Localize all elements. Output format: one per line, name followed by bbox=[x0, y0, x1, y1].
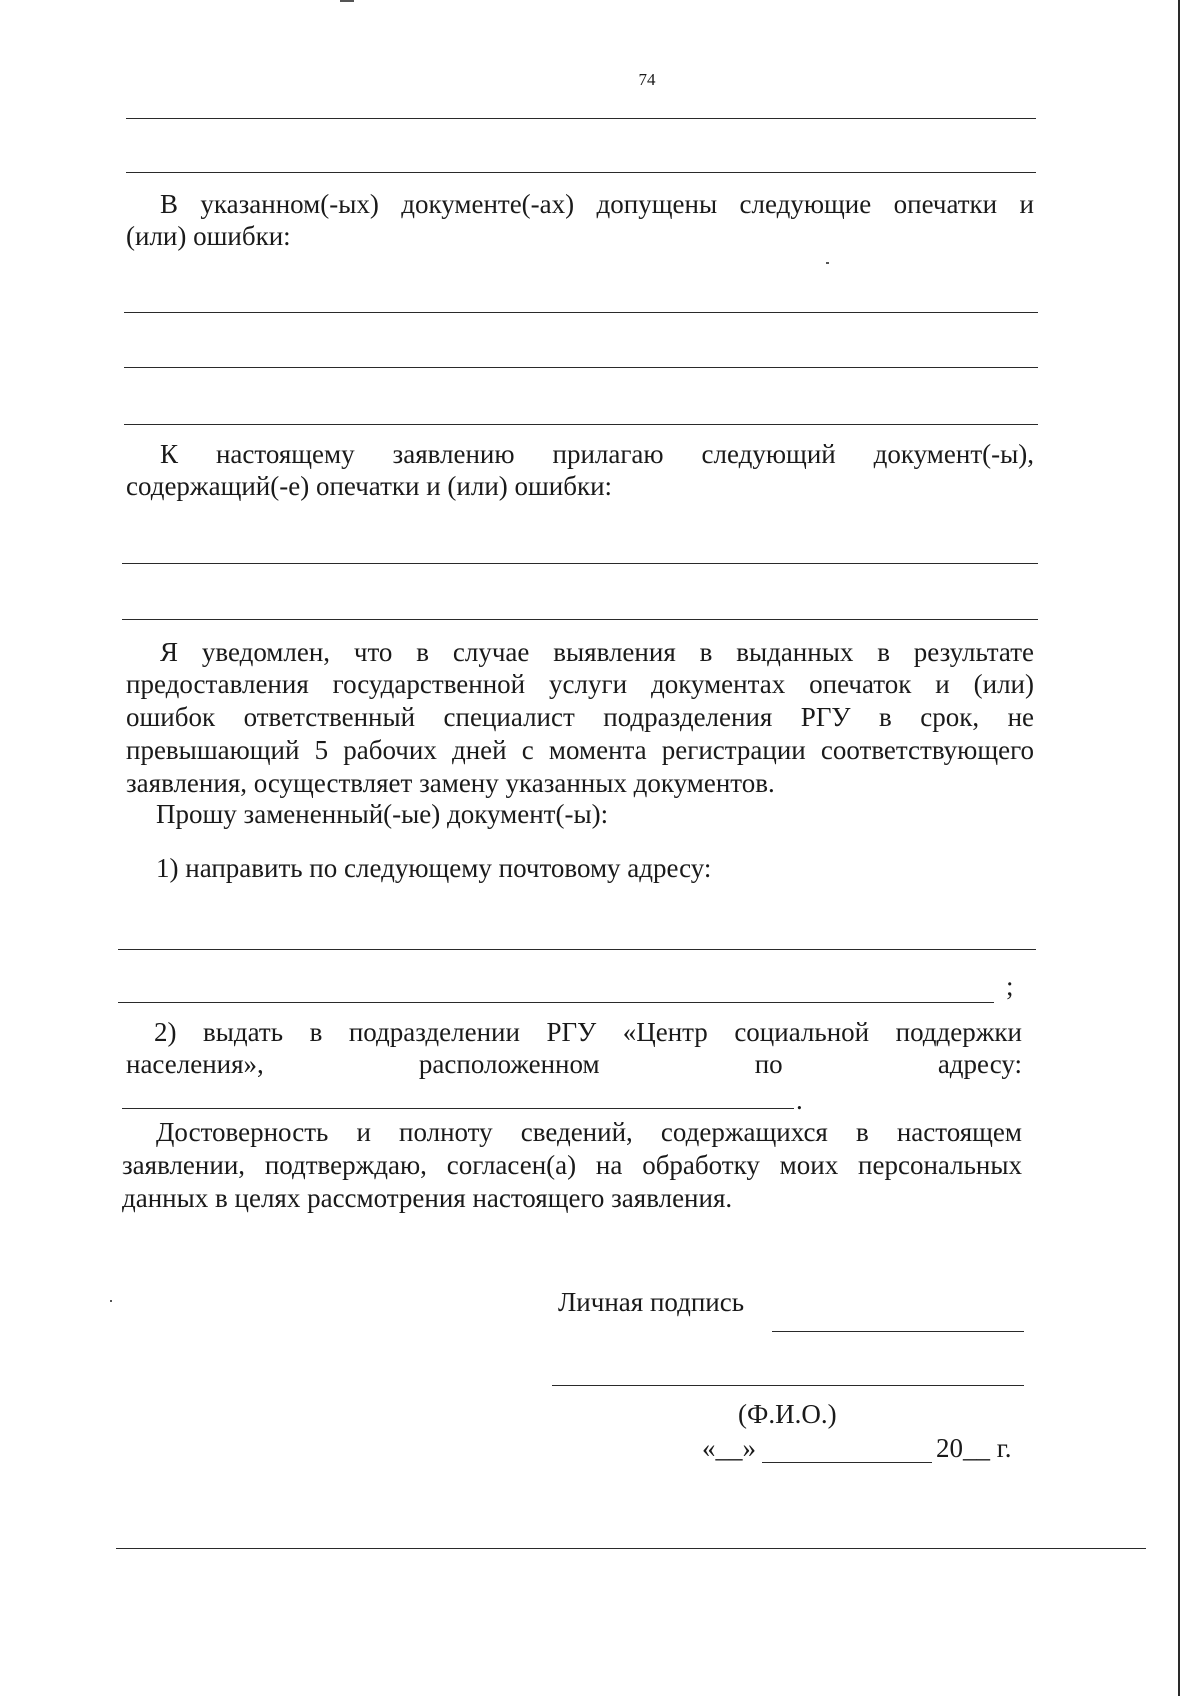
scan-speck bbox=[826, 262, 829, 264]
fio-line bbox=[552, 1385, 1024, 1386]
scan-speck bbox=[340, 0, 354, 2]
address-line bbox=[118, 1002, 994, 1003]
scan-edge-line bbox=[1178, 0, 1180, 1696]
date-year: 20__ г. bbox=[936, 1433, 1012, 1463]
notice-paragraph-line: заявления, осуществляет замену указанных документов. bbox=[126, 768, 775, 798]
attach-paragraph-line: содержащий(-е) опечатки и (или) ошибки: bbox=[126, 471, 613, 501]
signature-line bbox=[772, 1331, 1024, 1332]
option1-line: 1) направить по следующему почтовому адресу: bbox=[156, 853, 712, 883]
fill-line bbox=[126, 172, 1036, 173]
consent-paragraph-line: Достоверность и полноту сведений, содержащихся в настоящем bbox=[156, 1117, 1022, 1147]
option2-word: адресу: bbox=[937, 1049, 1022, 1079]
option2-word: расположенном bbox=[418, 1049, 600, 1079]
address-line bbox=[118, 949, 1036, 950]
scan-speck bbox=[110, 1300, 112, 1302]
bottom-rule bbox=[116, 1548, 1146, 1549]
fill-line bbox=[124, 312, 1038, 313]
option2-line: 2) выдать в подразделении РГУ «Центр социальной поддержки bbox=[154, 1017, 1022, 1047]
notice-paragraph-line: превышающий 5 рабочих дней с момента регистрации соответствующего bbox=[126, 735, 1034, 765]
typos-paragraph-line: В указанном(-ых) документе(-ах) допущены следующие опечатки и bbox=[160, 189, 1034, 219]
page-number: 74 bbox=[638, 70, 656, 89]
option2-word: населения», bbox=[126, 1049, 264, 1079]
fill-line bbox=[122, 563, 1038, 564]
office-address-line bbox=[122, 1108, 794, 1109]
notice-paragraph-line: ошибок ответственный специалист подразделения РГУ в срок, не bbox=[126, 702, 1034, 732]
notice-paragraph-line: Я уведомлен, что в случае выявления в выданных в результате bbox=[160, 637, 1034, 667]
consent-paragraph-line: заявлении, подтверждаю, согласен(а) на обработку моих персональных bbox=[122, 1150, 1022, 1180]
address-semicolon: ; bbox=[1006, 971, 1014, 1001]
fill-line bbox=[124, 367, 1038, 368]
attach-paragraph-line: К настоящему заявлению прилагаю следующий документ(-ы), bbox=[160, 439, 1034, 469]
consent-paragraph-line: данных в целях рассмотрения настоящего заявления. bbox=[122, 1183, 733, 1213]
option2-word: по bbox=[754, 1049, 783, 1079]
signature-label: Личная подпись bbox=[558, 1287, 745, 1317]
office-address-period: . bbox=[796, 1085, 803, 1115]
request-line: Прошу замененный(-ые) документ(-ы): bbox=[156, 799, 609, 829]
date-month-line bbox=[762, 1462, 932, 1463]
fill-line bbox=[122, 619, 1038, 620]
date-day: «__» bbox=[702, 1433, 756, 1463]
notice-paragraph-line: предоставления государственной услуги документах опечаток и (или) bbox=[126, 669, 1034, 699]
fio-label: (Ф.И.О.) bbox=[738, 1399, 837, 1429]
fill-line bbox=[124, 424, 1038, 425]
fill-line bbox=[126, 118, 1036, 119]
typos-paragraph-line: (или) ошибки: bbox=[126, 221, 291, 251]
option2-line bbox=[126, 1048, 1022, 1081]
